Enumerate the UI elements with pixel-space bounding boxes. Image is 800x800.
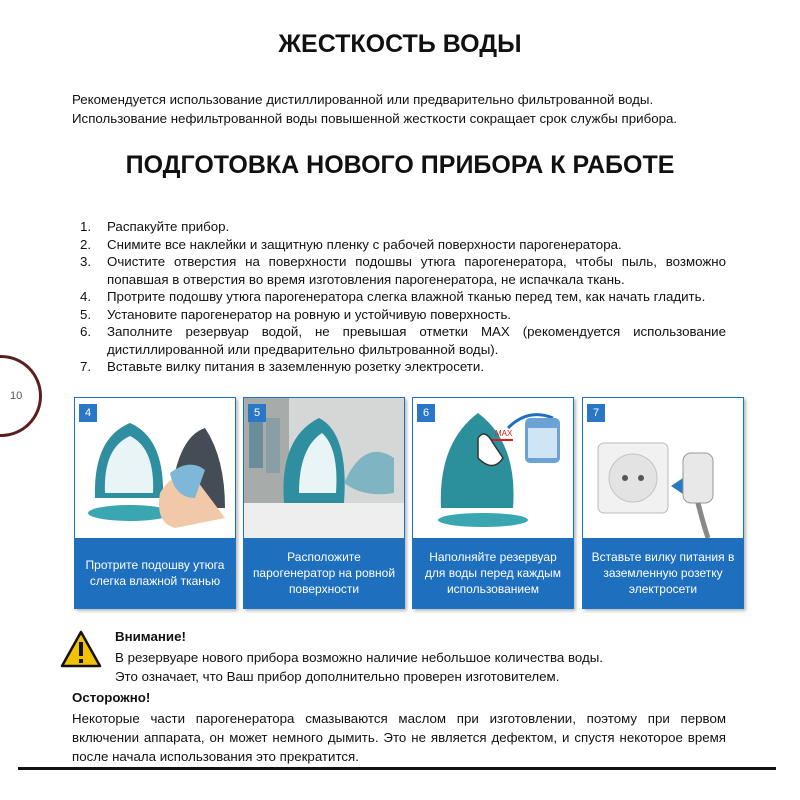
step-badge: 7 xyxy=(587,404,605,422)
intro-line-2: Использование нефильтрованной воды повышенной жесткости сокращает срок службы прибора. xyxy=(72,111,678,126)
step-badge: 4 xyxy=(79,404,97,422)
wipe-soleplate-illustration xyxy=(75,398,235,538)
intro-text xyxy=(72,90,677,128)
attention-text xyxy=(115,648,603,686)
max-marker-label: MAX xyxy=(495,429,513,438)
step-badge: 6 xyxy=(417,404,435,422)
list-item: 6. Заполните резервуар водой, не превышая отметки MAX (рекомендуется использование дистиллированной или предварительно фильтрованной воды). xyxy=(80,324,726,357)
step-card-7 xyxy=(582,397,744,609)
step-caption: Расположите парогенератор на ровной поверхности xyxy=(244,538,404,608)
step-card-6 xyxy=(412,397,574,609)
caution-title: Осторожно! xyxy=(72,690,151,705)
intro-line-1: Рекомендуется использование дистиллированной или предварительно фильтрованной воды. xyxy=(72,92,654,107)
attention-title: Внимание! xyxy=(115,629,186,644)
heading-water-hardness: ЖЕСТКОСТЬ ВОДЫ xyxy=(278,30,522,58)
list-item: 3. Очистите отверстия на поверхности подошвы утюга парогенератора, чтобы пыль, возможно попавшая в отверстия во время изготовления парогенератора, не испачкала ткань. xyxy=(80,254,726,287)
step-card-4 xyxy=(74,397,236,609)
plug-socket-illustration xyxy=(583,398,743,538)
step-caption: Вставьте вилку питания в заземленную розетку электросети xyxy=(583,538,743,608)
list-item: 7. Вставьте вилку питания в заземленную розетку электросети. xyxy=(80,359,485,374)
list-item: 2. Снимите все наклейки и защитную пленку с рабочей поверхности парогенератора. xyxy=(80,236,622,252)
caution-text: Некоторые части парогенератора смазываются маслом при изготовлении, поэтому при первом включении аппарата, он может немного дымить. Это не является дефектом, и спустя некоторое время после начала использования это прекратится. xyxy=(72,711,726,764)
fill-reservoir-illustration xyxy=(413,398,573,538)
step-caption: Протрите подошву утюга слегка влажной тканью xyxy=(75,538,235,608)
list-item: 1. Распакуйте прибор. xyxy=(80,219,230,234)
steps-list xyxy=(72,218,726,376)
list-item: 5. Установите парогенератор на ровную и устойчивую поверхность. xyxy=(80,306,512,322)
step-badge: 5 xyxy=(248,404,266,422)
list-item: 4. Протрите подошву утюга парогенератора слегка влажной тканью перед тем, как начать гладить. xyxy=(80,289,706,304)
step-card-5 xyxy=(243,397,405,609)
step-caption: Наполняйте резервуар для воды перед каждым использованием xyxy=(413,538,573,608)
attention-line-2: Это означает, что Ваш прибор дополнительно проверен изготовителем. xyxy=(115,669,560,684)
page-number: 10 xyxy=(10,390,23,402)
place-on-surface-illustration xyxy=(244,398,404,538)
bottom-divider xyxy=(18,767,776,770)
attention-line-1: В резервуаре нового прибора возможно наличие небольшое количества воды. xyxy=(115,650,603,665)
warning-icon xyxy=(60,630,102,668)
heading-preparation: ПОДГОТОВКА НОВОГО ПРИБОРА К РАБОТЕ xyxy=(125,151,675,179)
